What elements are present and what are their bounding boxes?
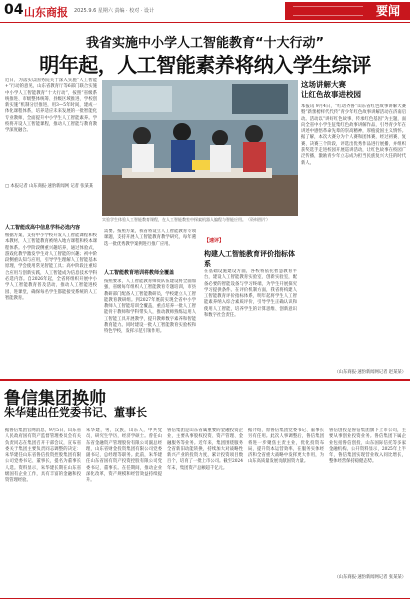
second-column-2: 朱华建，男，汉族，山东人，中共党员，研究生学历，经济学硕士。曾任山东省金融资产管理股份有限公司副总经理，山东省财金投资集团有限公司党委副书记、总经理等职务。此前，朱华建任山东省国有资产投资控股有限公司党委书记、董事长。在任期间，推动企业深化改革，资产规模和经营效益持续提升。	[86, 428, 162, 484]
body-column-2b: 按照要求，人工智能教育师资队伍建设将全面加强，省级每年组织人工智能教育专题培训，市县教研部门配备人工智能教研员，学校建立人工智能教育教研组。到2027年底前实现全省中小学教师人工智能培训全覆盖，重点培养一批人工智能骨干教师和学科带头人，推动教师熟练运用人工智能工具开展教学，提升教师数字素养和智能教育能力。同时建设一批人工智能教育实验校和特色学校，发挥示范引领作用。	[104, 279, 196, 335]
photo-caption: 实验学生体验人工智能教育课程，在人工智能教室中探索机器人编程与智能应用。（资料图片）	[102, 217, 270, 222]
header-rule	[0, 22, 410, 23]
commentary-title: 构建人工智能教育评价指标体系	[204, 250, 295, 268]
news-photo	[102, 80, 298, 216]
second-subheadline: 朱华建出任党委书记、董事长	[4, 406, 147, 419]
section-title-1: 人工智能成高中信息学科必选内容	[5, 225, 81, 231]
page-number: 04	[4, 2, 24, 18]
second-column-4: 据介绍，原鲁信集团党委书记、董事长另有任用。此次人事调整后，鲁信集团将进一步聚焦主责主业，优化投资布局，提升资本运营效率，在服务实体经济和全省重大战略中发挥更大作用，为山东高质量发展贡献国资力量。	[248, 428, 324, 465]
body-column-1: 根据方案，支持中小学校开发人工智能课程和校本教材，人工智能教育被纳入地方课程和校本课程体系。小学阶段侧重兴趣培养，通过体验式、游戏化教学激发学生对人工智能的兴趣；初中阶段侧重认知与应用，引导学生理解人工智能基本原理，学会使用常见智能工具；高中阶段注重综合应用与创新实践，人工智能成为信息技术学科必选内容。自2026年起，全省将组织开展中小学人工智能教育普及活动，推动人工智能进校园、进课堂，确保每名学生都能接受系统的人工智能教育。	[5, 233, 97, 301]
second-column-3: 鲁信集团是山东省属重要的金融投资企业，主要从事股权投资、资产管理、金融服务等业务。近年来，集团围绕服务全省新旧动能转换，持续加大对战略性新兴产业的投资力度，累计投资项目数百个，培育了一批上市公司。截至2024年末，集团资产总额超千亿元。	[167, 428, 243, 471]
story-divider	[0, 379, 410, 381]
story-headline: 明年起，人工智能素养将纳入学生综评	[39, 53, 371, 77]
body-column-2: 需要。按照方案，我省将设立人工智能教育专项课题，支持开展人工智能教育教学研究，每年遴选一批优秀教学案例进行推广应用。	[104, 229, 196, 247]
second-credit: （山东商报·速豹新闻网记者 张某某）	[334, 575, 406, 580]
section-banner	[285, 2, 410, 20]
banner-decoration	[293, 6, 363, 16]
page-header	[0, 0, 410, 22]
second-column-5: 鲁信创投是鲁信集团旗下上市公司，主要从事创业投资业务。鲁信集团下属企业包括鲁信创投、山东国际信托等多家金融机构。公开资料显示，2025年上半年，鲁信集团实现营业收入同比增长，整体经营保持稳健态势。	[329, 428, 406, 465]
classroom-photo-illustration	[102, 80, 298, 216]
section-name: 要闻	[375, 4, 400, 18]
commentary-body: 在基础设施建设方面，各校将依托智慧教育平台，建设人工智能教育实验室、创新实验室，配备必要的智能设备与学习终端，为学生开展探究学习提供条件。在评价机制方面，我省将构建人工智能教育评价指标体系，明年起将学生人工智能素养纳入综合素质评价，引导学生正确认识和使用人工智能，培养学生的计算思维、创新意识和数字社会责任。	[204, 269, 297, 319]
footer-rule	[0, 598, 410, 599]
newspaper-name: 山东商报	[24, 6, 68, 19]
story-byline: □ 本报记者 山东商报·速豹新闻网 记者 张某某	[5, 184, 94, 189]
issue-meta: 2025.9.6 星期六 责编 · 校对 · 设计	[74, 8, 154, 14]
sidebar-body: 本报讯 9月4日，“红动齐鲁”山东省红色故事讲解大赛暨“新蕾榜样代代传”青少年红色故事讲解活动在济南启动。活动以“讲好红色故事、传承红色基因”为主题，面向全省中小学生征集红色故事讲解作品，引导青少年在讲述中感悟革命先辈的崇高精神，厚植爱国主义情怀。据了解，本次大赛分为个人赛和团体赛，经过初赛、复赛、决赛三个阶段，评选出优秀作品进行展播，并组织获奖选手走进校园开展巡讲活动，让红色故事在校园广泛传播，激励青少年立志成为担当民族复兴大任的时代新人。	[301, 104, 406, 166]
section-title-2: 人工智能教育培训将教师全覆盖	[104, 270, 175, 276]
commentary-tag: 【速评】	[204, 238, 225, 244]
sidebar-title: 这场讲解大赛 让红色故事进校园	[301, 80, 361, 99]
story-lede: 近日，为落实以国务院关于深入实施“人工智能+”行动的意见，山东省教育厅等6部门联合实施中小学人工智能教育“十大行动”，按照“省级系统推进、市级整体统筹、县级区域推进、学校创新实施”机制分层推进，用3—5年时间，建成一体化课程体系，培养适应未来发展的一批智能化专业教师，全面提升中小学生人工智能素养。学校将开设人工智能课程，推动人工智能与教育教学深度融合。	[5, 78, 97, 134]
second-column-1: 据鲁信集团官网消息，9月5日，山东省人民政府国有资产监督管理委员会有关负责同志在集团召开干部会议，宣布省委关于集团主要负责同志调整的决定：朱华建任山东省鲁信投资控股集团有限公司党委书记、董事长，提名为董事长人选。资料显示，朱华建长期在山东省级国有企业工作，具有丰富的金融和投资管理经验。	[5, 428, 81, 484]
second-headline: 鲁信集团换帅	[4, 389, 106, 409]
sidebar-credit: （山东商报·速豹新闻网记者 赵某某）	[334, 370, 406, 375]
story-kicker: 我省实施中小学人工智能教育“十大行动”	[85, 36, 325, 51]
commentary-box	[204, 227, 297, 275]
